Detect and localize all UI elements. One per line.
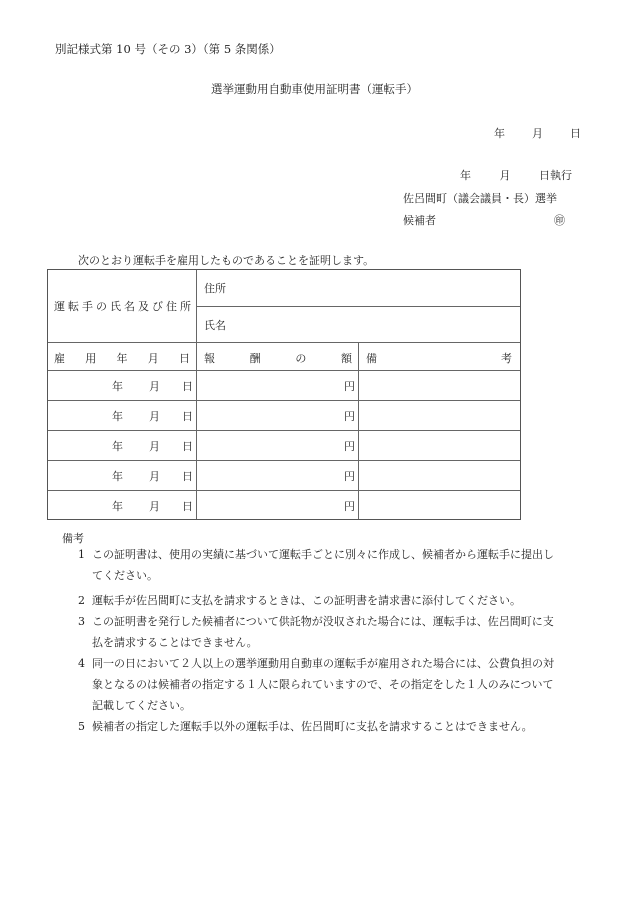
row-month: 月 [149,500,160,513]
address-label: 住所 [204,282,226,295]
note-number: 5 [78,720,85,733]
note-item [78,653,583,716]
issue-date-year: 年 [494,127,505,140]
form-number: 別記様式第 10 号（その 3）（第 5 条関係） [55,42,281,56]
header-employment-date [54,350,190,366]
issue-date-day: 日 [570,127,581,140]
certificate-table [47,269,521,520]
row-yen: 円 [344,410,355,423]
row-year: 年 [112,410,123,423]
intro-text: 次のとおり運転手を雇用したものであることを証明します。 [78,254,375,267]
note-text: 記載してください。 [92,699,191,712]
document-title: 選挙運動用自動車使用証明書（運転手） [211,82,418,96]
row-month: 月 [149,410,160,423]
name-label: 氏名 [204,319,226,332]
exec-date-month: 月 [499,169,511,182]
note-item [78,611,583,653]
note-item [78,544,583,586]
header-char: 報 [204,352,215,365]
divider [48,342,520,343]
row-yen: 円 [344,380,355,393]
header-char: 雇 [54,352,65,365]
note-text: この証明書を発行した候補者について供託物が没収された場合には、運転手は、佐呂間町に支 [92,615,554,628]
header-char: 額 [340,352,352,365]
candidate-line [403,212,565,228]
header-char: 考 [501,352,512,365]
row-year: 年 [112,440,123,453]
row-month: 月 [149,380,160,393]
row-day: 日 [182,380,193,393]
row-year: 年 [112,470,123,483]
note-text: 払を請求することはできません。 [92,636,258,649]
election-exec-date [460,167,572,183]
row-day: 日 [182,500,193,513]
row-day: 日 [182,440,193,453]
row-month: 月 [149,440,160,453]
address-field[interactable] [358,270,520,306]
header-char: 用 [85,352,97,365]
election-name: 佐呂間町（議会議員・長）選挙 [403,192,557,205]
row-yen: 円 [344,440,355,453]
seal-icon: ㊞ [554,214,565,227]
name-field[interactable] [358,307,520,342]
issue-date-month: 月 [532,127,543,140]
table-row [48,400,520,430]
note-text: この証明書は、使用の実績に基づいて運転手ごとに別々に作成し、候補者から運転手に提出し [92,548,554,561]
note-text: てください。 [92,569,158,582]
note-item [78,716,583,737]
row-day: 日 [182,410,193,423]
note-text: 候補者の指定した運転手以外の運転手は、佐呂間町に支払を請求することはできません。 [92,720,533,733]
note-number: 2 [78,594,85,607]
driver-label: 運転手の氏名及び住所 [54,300,194,313]
header-char: 年 [116,352,128,365]
header-char: の [295,352,307,365]
exec-date-year: 年 [460,169,471,182]
notes-title: 備考 [62,532,84,545]
row-year: 年 [112,500,123,513]
header-char: 日 [179,352,190,365]
note-text: 運転手が佐呂間町に支払を請求するときは、この証明書を請求書に添付してください。 [92,594,521,607]
header-remuneration [204,350,352,366]
header-char: 月 [147,352,159,365]
table-row [48,370,520,400]
note-text: 同一の日において２人以上の選挙運動用自動車の運転手が雇用された場合には、公費負担の対 [92,657,554,670]
note-number: 4 [78,657,85,670]
header-remarks [366,350,512,366]
table-row [48,430,520,460]
exec-date-day: 日執行 [539,169,572,182]
row-yen: 円 [344,470,355,483]
row-month: 月 [149,470,160,483]
table-row [48,460,520,490]
row-day: 日 [182,470,193,483]
header-char: 酬 [249,352,261,365]
note-item [78,590,583,611]
note-number: 1 [78,548,85,561]
candidate-label: 候補者 [403,214,436,227]
row-year: 年 [112,380,123,393]
note-number: 3 [78,615,85,628]
header-char: 備 [366,352,377,365]
table-row [48,490,520,520]
row-yen: 円 [344,500,355,513]
note-text: 象となるのは候補者の指定する１人に限られていますので、その指定をした１人のみについて [92,678,554,691]
issue-date [494,125,581,141]
